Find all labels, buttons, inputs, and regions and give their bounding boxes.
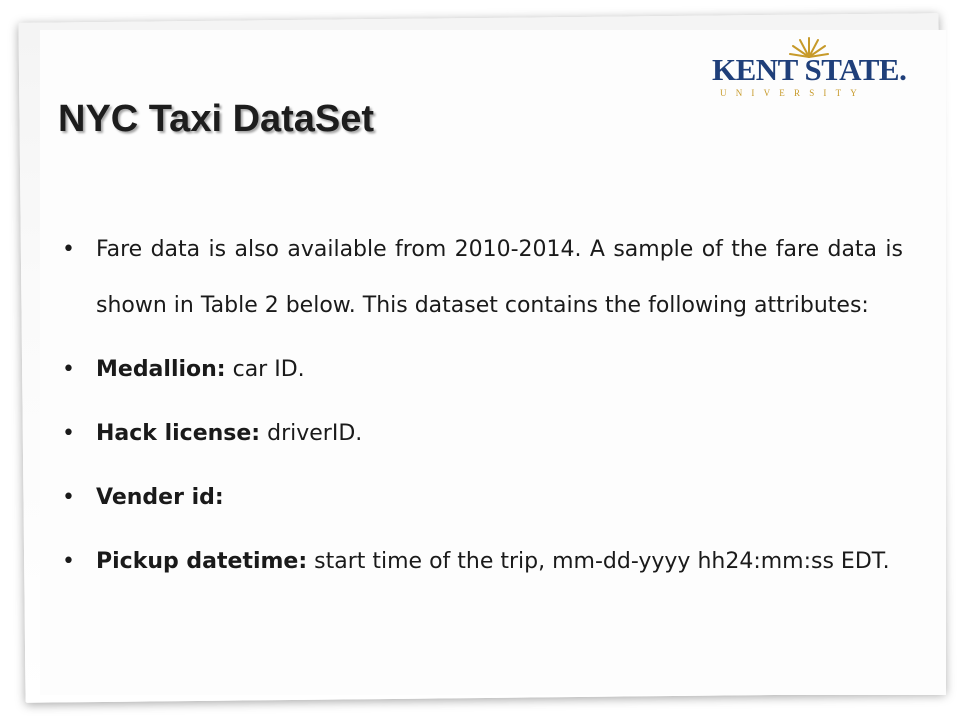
bullet-icon: • — [62, 357, 75, 382]
bullet-text: Fare data is also available from 2010-2014. A sample of the fare data is shown in Table 2 below. This dataset contains the following attributes: — [96, 237, 903, 318]
bullet-list — [58, 222, 903, 598]
slide-title: NYC Taxi DataSet — [58, 98, 375, 140]
bullet-term: Vender id: — [96, 485, 224, 510]
bullet-item-medallion — [58, 342, 903, 398]
logo-name: KENT STATE. — [712, 52, 907, 87]
bullet-icon: • — [62, 237, 75, 262]
bullet-term: Hack license: — [96, 421, 261, 446]
kent-state-logo — [712, 38, 912, 102]
bullet-item-vender-id — [58, 470, 903, 526]
bullet-text: start time of the trip, mm-dd-yyyy hh24:mm:ss EDT. — [307, 549, 890, 574]
bullet-icon: • — [62, 421, 75, 446]
logo-subtitle: UNIVERSITY — [720, 88, 866, 98]
bullet-item-pickup-datetime — [58, 534, 903, 590]
bullet-icon: • — [62, 549, 75, 574]
bullet-text: car ID. — [225, 357, 305, 382]
bullet-text: driverID. — [260, 421, 363, 446]
bullet-term: Pickup datetime: — [96, 549, 308, 574]
bullet-term: Medallion: — [96, 357, 226, 382]
bullet-item-fare-data — [58, 222, 903, 334]
bullet-icon: • — [62, 485, 75, 510]
bullet-item-hack-license — [58, 406, 903, 462]
